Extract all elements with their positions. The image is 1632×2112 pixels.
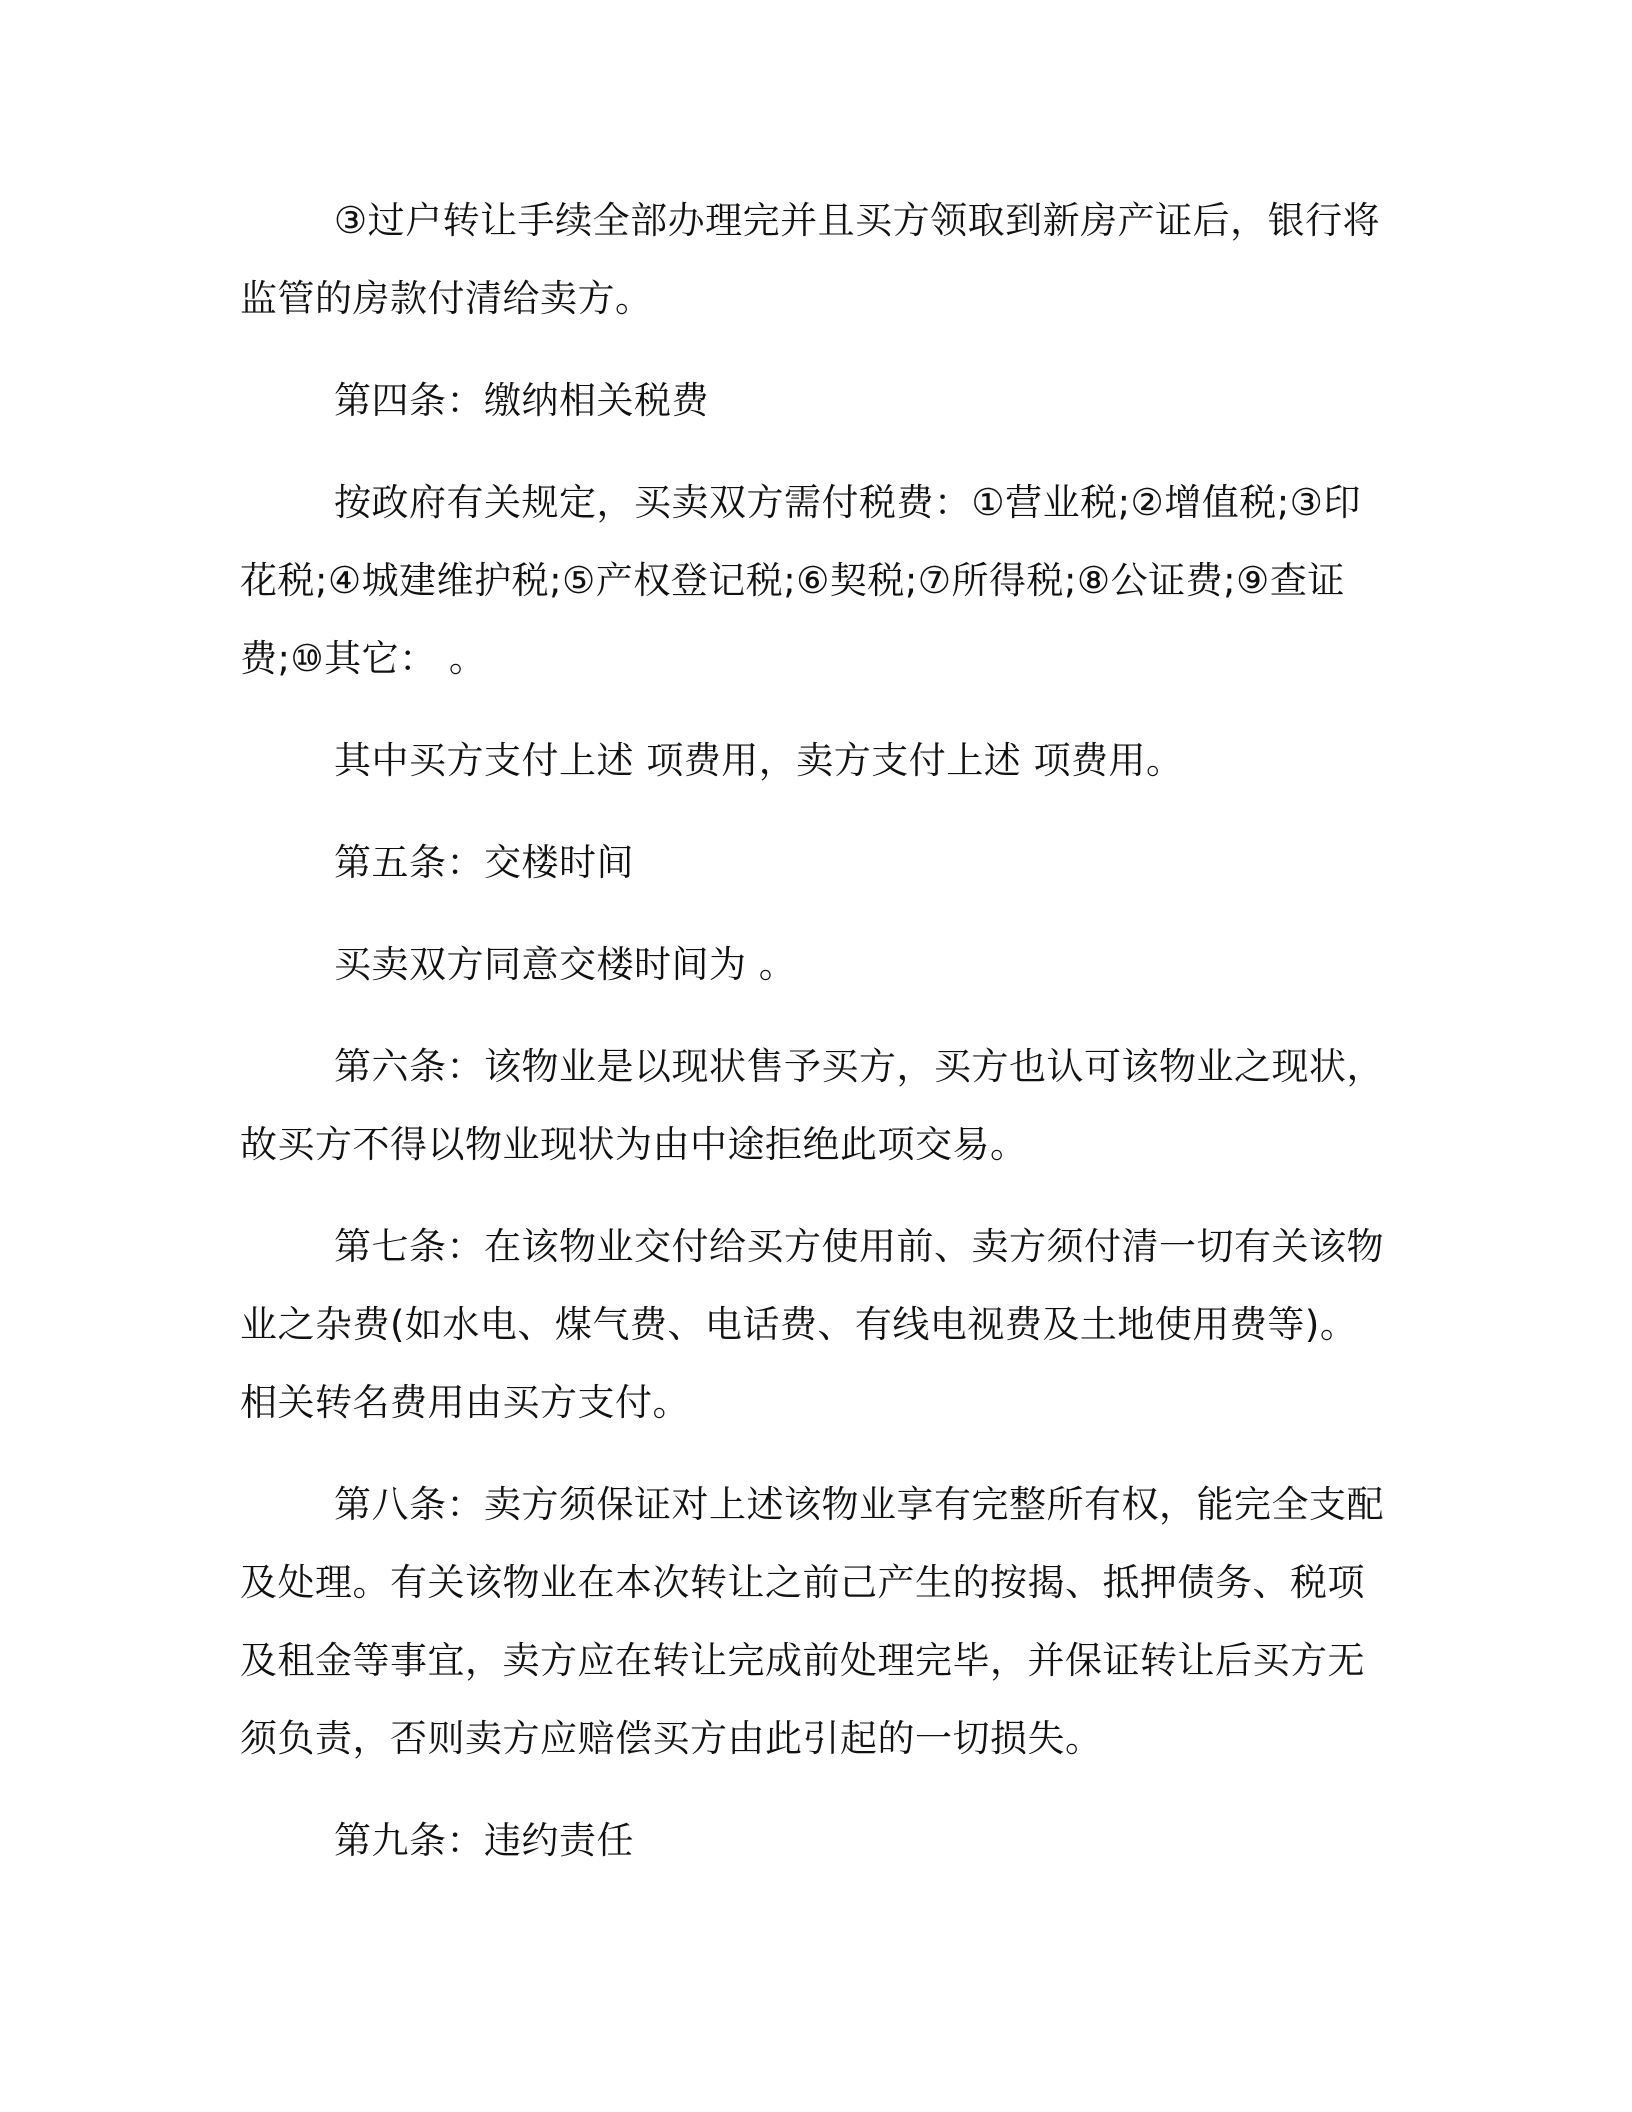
article-5-heading: 第五条：交楼时间 <box>334 841 634 884</box>
paragraph-payment-release: ③过户转让手续全部办理完并且买方领取到新房产证后，银行将监管的房款付清给卖方。 <box>240 199 1381 320</box>
document-page <box>240 182 1390 1904</box>
paragraph-handover-time: 买卖双方同意交楼时间为 。 <box>334 943 797 986</box>
article-9-heading: 第九条：违约责任 <box>334 1819 634 1862</box>
paragraph-tax-split: 其中买方支付上述 项费用，卖方支付上述 项费用。 <box>334 739 1184 782</box>
article-8-paragraph: 第八条：卖方须保证对上述该物业享有完整所有权，能完全支配及处理。有关该物业在本次转让之前己产生的按揭、抵押债务、税项及租金等事宜，卖方应在转让完成前处理完毕，并保证转让后买方无须负责，否则卖方应赔偿买方由此引起的一切损失。 <box>240 1483 1384 1760</box>
paragraph-tax-list: 按政府有关规定，买卖双方需付税费：①营业税;②增值税;③印花税;④城建维护税;⑤产权登记税;⑥契税;⑦所得税;⑧公证费;⑨查证费;⑩其它： 。 <box>240 481 1361 680</box>
article-6-paragraph: 第六条：该物业是以现状售予买方，买方也认可该物业之现状，故买方不得以物业现状为由中途拒绝此项交易。 <box>240 1045 1384 1166</box>
article-4-heading: 第四条：缴纳相关税费 <box>334 379 709 422</box>
article-7-paragraph: 第七条：在该物业交付给买方使用前、卖方须付清一切有关该物业之杂费(如水电、煤气费、电话费、有线电视费及土地使用费等)。相关转名费用由买方支付。 <box>240 1225 1384 1424</box>
